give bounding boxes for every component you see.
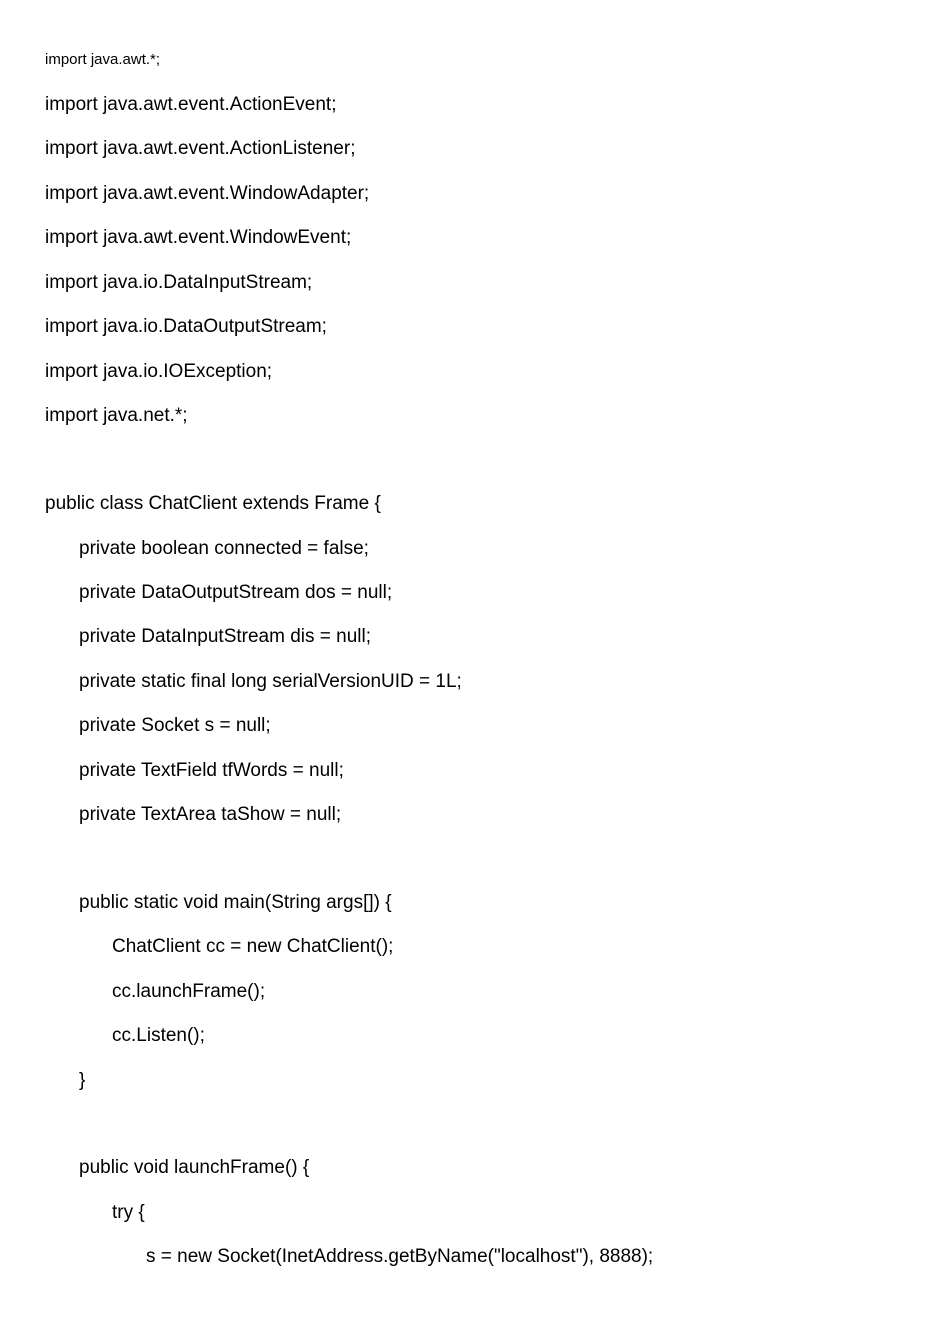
code-line: public static void main(String args[]) { bbox=[79, 892, 392, 913]
code-line: private DataInputStream dis = null; bbox=[79, 626, 372, 647]
code-line: public void launchFrame() { bbox=[79, 1157, 310, 1178]
code-line: s = new Socket(InetAddress.getByName("localhost"), 8888); bbox=[146, 1246, 654, 1267]
code-line: import java.awt.event.ActionEvent; bbox=[45, 94, 337, 115]
code-line: import java.awt.event.WindowAdapter; bbox=[45, 183, 370, 204]
code-line: private Socket s = null; bbox=[79, 715, 271, 736]
code-line: public class ChatClient extends Frame { bbox=[45, 493, 381, 514]
code-line: import java.io.IOException; bbox=[45, 361, 273, 382]
code-line: cc.Listen(); bbox=[112, 1025, 205, 1046]
code-line: import java.awt.event.WindowEvent; bbox=[45, 227, 352, 248]
code-line: } bbox=[79, 1070, 86, 1091]
code-line: try { bbox=[112, 1202, 145, 1223]
code-line: import java.io.DataInputStream; bbox=[45, 272, 313, 293]
code-line: private boolean connected = false; bbox=[79, 538, 369, 559]
code-line: import java.awt.*; bbox=[45, 51, 161, 68]
code-line: import java.net.*; bbox=[45, 405, 188, 426]
code-line: private DataOutputStream dos = null; bbox=[79, 582, 393, 603]
code-line: import java.io.DataOutputStream; bbox=[45, 316, 327, 337]
code-line: import java.awt.event.ActionListener; bbox=[45, 138, 356, 159]
code-line: ChatClient cc = new ChatClient(); bbox=[112, 936, 394, 957]
code-line: private static final long serialVersionUID = 1L; bbox=[79, 671, 462, 692]
code-line: private TextArea taShow = null; bbox=[79, 804, 342, 825]
code-line: private TextField tfWords = null; bbox=[79, 760, 344, 781]
code-line: cc.launchFrame(); bbox=[112, 981, 266, 1002]
